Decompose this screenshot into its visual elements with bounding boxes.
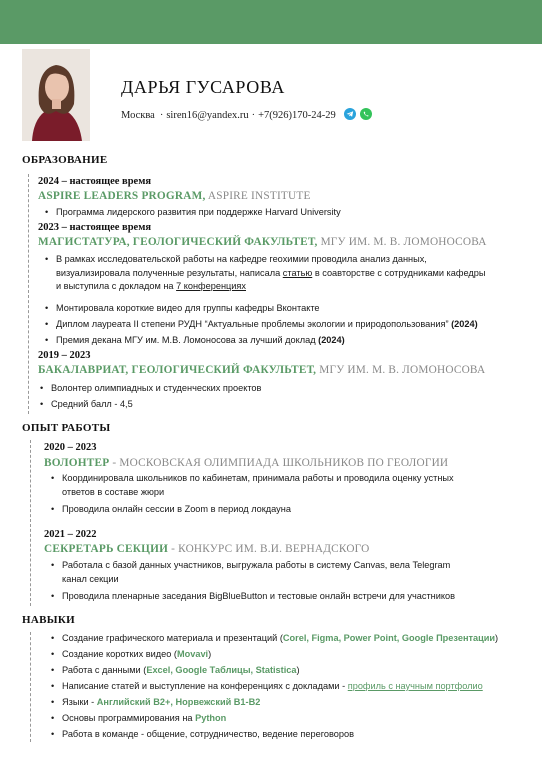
list-item: • Средний балл - 4,5 — [40, 399, 133, 409]
timeline-skills — [30, 632, 31, 742]
list-item: • Написание статей и выступление на конференциях с докладами - профиль с научным портфолио — [51, 681, 483, 691]
candidate-name: ДАРЬЯ ГУСАРОВА — [121, 77, 285, 97]
entry-date: 2023 – настоящее время — [38, 222, 152, 233]
conferences-link[interactable]: 7 конференциях — [176, 281, 246, 292]
phone: +7(926)170-24-29 — [258, 110, 336, 121]
separator: · — [159, 110, 164, 121]
entry-date: 2019 – 2023 — [38, 350, 91, 361]
list-item: • Проводила пленарные заседания BigBlueButton и тестовые онлайн встречи для участников — [51, 591, 456, 601]
list-item: • Проводила онлайн сессии в Zoom в период локдауна — [51, 504, 291, 514]
timeline-education — [28, 174, 29, 414]
separator: · — [251, 110, 256, 121]
section-title-work: ОПЫТ РАБОТЫ — [22, 422, 111, 434]
entry-heading: ASPIRE LEADERS PROGRAM, ASPIRE INSTITUTE — [38, 190, 311, 202]
entry-heading: СЕКРЕТАРЬ СЕКЦИИ - КОНКУРС ИМ. В.И. ВЕРНАДСКОГО — [44, 543, 370, 555]
timeline-work — [30, 440, 31, 606]
list-item: • Основы программирования на Python — [51, 713, 227, 723]
list-item: • В рамках исследовательской работы на кафедре геохимии проводила анализ данных, визуализировала полученные результаты, написала статью в соавторстве с сотрудниками кафедры и выступила с докладом на 7 конференциях — [45, 254, 486, 292]
entry-date: 2020 – 2023 — [44, 442, 97, 453]
telegram-icon[interactable] — [344, 108, 356, 123]
entry-date: 2021 – 2022 — [44, 529, 97, 540]
entry-heading: ВОЛОНТЕР - МОСКОВСКАЯ ОЛИМПИАДА ШКОЛЬНИКОВ ПО ГЕОЛОГИИ — [44, 457, 449, 469]
portfolio-link[interactable]: профиль с научным портфолио — [347, 681, 483, 691]
whatsapp-icon[interactable] — [360, 108, 372, 123]
list-item: • Работала с базой данных участников, выгружала работы в систему Canvas, вела Telegram канал секции — [51, 560, 451, 584]
entry-heading: МАГИСТАТУРА, ГЕОЛОГИЧЕСКИЙ ФАКУЛЬТЕТ, МГУ ИМ. М. В. ЛОМОНОСОВА — [38, 236, 487, 248]
list-item: • Волонтер олимпиадных и студенческих проектов — [40, 383, 262, 393]
email-link[interactable]: siren16@yandex.ru — [166, 110, 249, 121]
article-link[interactable]: статью — [282, 267, 313, 278]
list-item: • Работа в команде - общение, сотрудничество, ведение переговоров — [51, 729, 354, 739]
list-item: • Языки - Английский B2+, Норвежский B1-B2 — [51, 697, 261, 707]
city: Москва — [121, 110, 155, 121]
list-item: • Премия декана МГУ им. М.В. Ломоносова за лучший доклад (2024) — [45, 335, 345, 345]
profile-photo — [22, 49, 90, 141]
list-item: • Диплом лауреата II степени РУДН “Актуальные проблемы экологии и природопользования” (2024) — [45, 319, 478, 329]
list-item: • Создание графического материала и презентаций (Corel, Figma, Power Point, Google Презентации) — [51, 633, 499, 643]
list-item: • Работа с данными (Excel, Google Таблицы, Statistica) — [51, 665, 300, 675]
contact-line — [121, 108, 372, 123]
section-title-skills: НАВЫКИ — [22, 614, 75, 626]
list-item: • Монтировала короткие видео для группы кафедры Вконтакте — [45, 303, 320, 313]
list-item: • Программа лидерского развития при поддержке Harvard University — [45, 207, 341, 217]
section-title-education: ОБРАЗОВАНИЕ — [22, 154, 108, 166]
list-item: • Создание коротких видео (Movavi) — [51, 649, 212, 659]
entry-heading: БАКАЛАВРИАТ, ГЕОЛОГИЧЕСКИЙ ФАКУЛЬТЕТ, МГУ ИМ. М. В. ЛОМОНОСОВА — [38, 364, 486, 376]
entry-date: 2024 – настоящее время — [38, 176, 152, 187]
header-band — [0, 0, 542, 44]
list-item: • Координировала школьников по кабинетам, принимала работы и проводила оценку устных ответов в составе жюри — [51, 473, 454, 497]
